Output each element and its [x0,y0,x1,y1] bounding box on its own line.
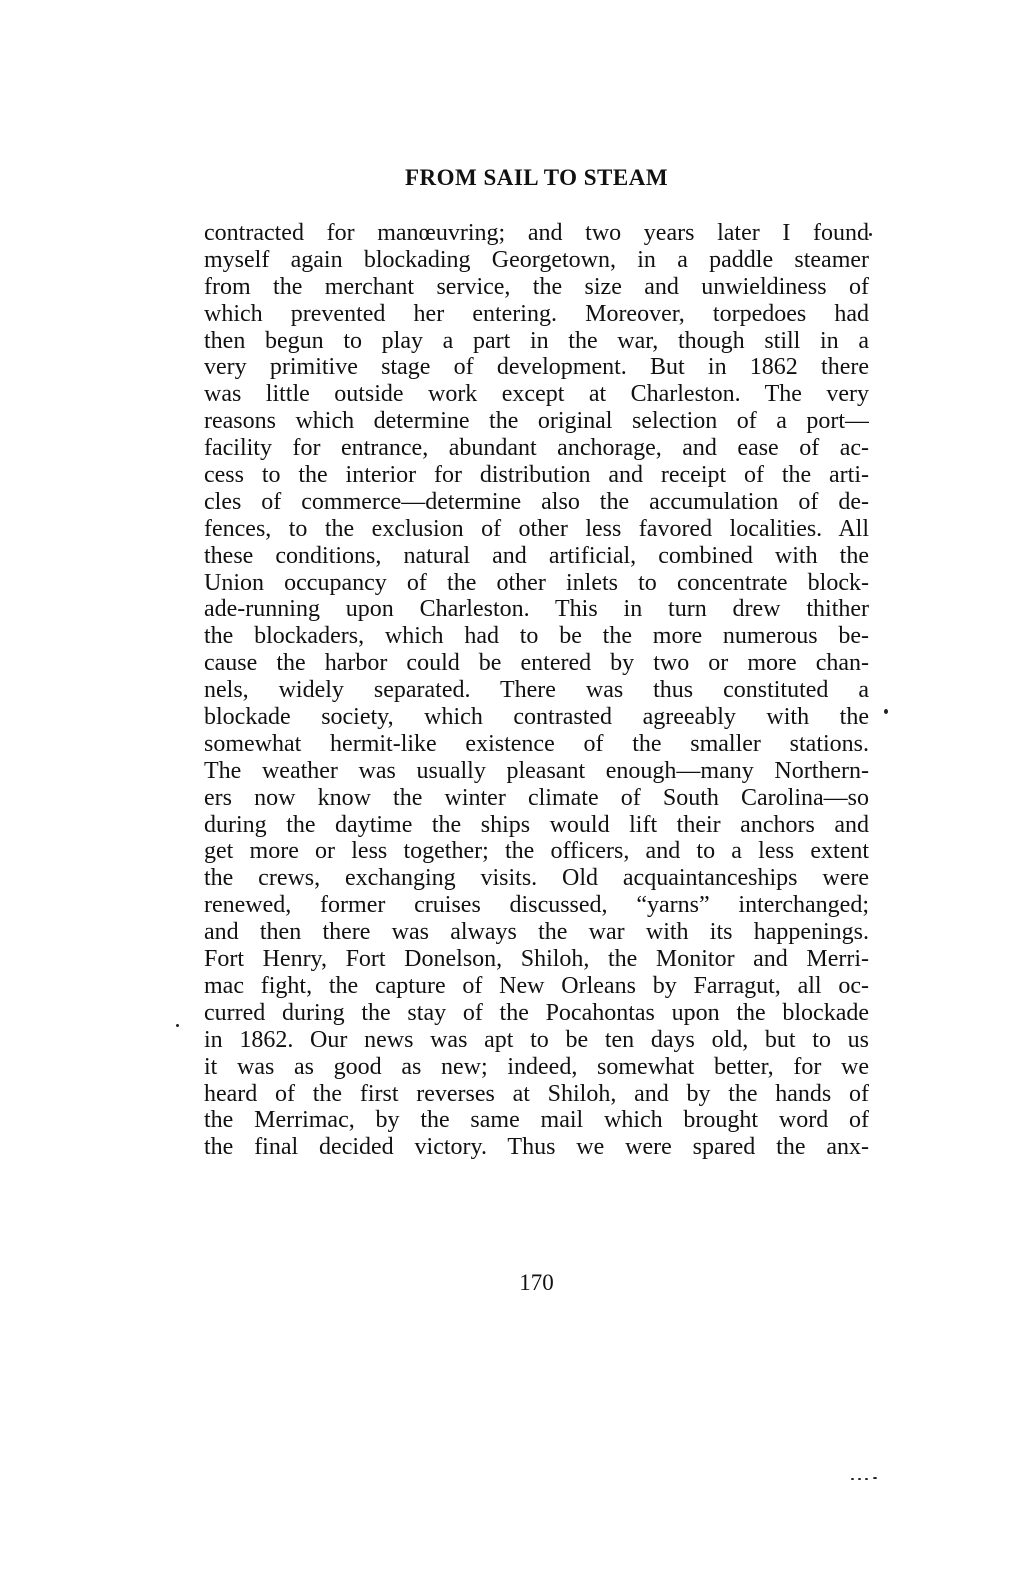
text-line: reasons which determine the original selection of a port— [204,408,869,435]
text-line: then begun to play a part in the war, though still in a [204,327,869,354]
text-line: Union occupancy of the other inlets to concentrate block- [204,569,869,596]
text-line: from the merchant service, the size and unwieldiness of [204,273,869,300]
scan-speck [851,1478,854,1480]
text-line: myself again blockading Georgetown, in a paddle steamer [204,246,869,273]
text-line: these conditions, natural and artificial, combined with the [204,542,869,569]
text-line: ers now know the winter climate of South Carolina—so [204,784,869,811]
text-line: the blockaders, which had to be the more numerous be- [204,623,869,650]
text-line: the final decided victory. Thus we were spared the anx- [204,1134,869,1161]
text-line: the crews, exchanging visits. Old acquaintanceships were [204,865,869,892]
text-line: somewhat hermit-like existence of the smaller stations. [204,730,869,757]
text-line: during the daytime the ships would lift their anchors and [204,811,869,838]
text-line: blockade society, which contrasted agreeably with the [204,704,869,731]
scan-speck [869,233,872,236]
text-line: Fort Henry, Fort Donelson, Shiloh, the Monitor and Merri- [204,946,869,973]
scan-speck [176,1024,179,1027]
text-line: cles of commerce—determine also the accumulation of de- [204,488,869,515]
text-line: it was as good as new; indeed, somewhat better, for we [204,1053,869,1080]
scan-speck [858,1478,861,1480]
text-line: very primitive stage of development. But in 1862 there [204,354,869,381]
text-line: facility for entrance, abundant anchorage, and ease of ac- [204,435,869,462]
text-line: fences, to the exclusion of other less favored localities. All [204,515,869,542]
text-line: The weather was usually pleasant enough—many Northern- [204,757,869,784]
text-line: ade-running upon Charleston. This in turn drew thither [204,596,869,623]
text-line: cause the harbor could be entered by two or more chan- [204,650,869,677]
text-line: was little outside work except at Charleston. The very [204,381,869,408]
scan-speck [873,1477,877,1479]
running-head: FROM SAIL TO STEAM [404,165,669,190]
text-line: get more or less together; the officers, and to a less extent [204,838,869,865]
text-line: heard of the first reverses at Shiloh, and by the hands of [204,1080,869,1107]
page-number: 170 [519,1270,554,1295]
text-line: the Merrimac, by the same mail which brought word of [204,1107,869,1134]
text-line: renewed, former cruises discussed, “yarns” interchanged; [204,892,869,919]
scan-speck [884,709,888,714]
body-text [204,220,869,1161]
text-line: nels, widely separated. There was thus constituted a [204,677,869,704]
text-line: contracted for manœuvring; and two years later I found [204,220,869,246]
text-line: cess to the interior for distribution and receipt of the arti- [204,462,869,489]
text-line: and then there was always the war with its happenings. [204,919,869,946]
text-line: curred during the stay of the Pocahontas upon the blockade [204,999,869,1026]
text-line: which prevented her entering. Moreover, torpedoes had [204,300,869,327]
text-line: in 1862. Our news was apt to be ten days old, but to us [204,1026,869,1053]
text-line: mac fight, the capture of New Orleans by Farragut, all oc- [204,972,869,999]
scan-speck [865,1478,868,1480]
